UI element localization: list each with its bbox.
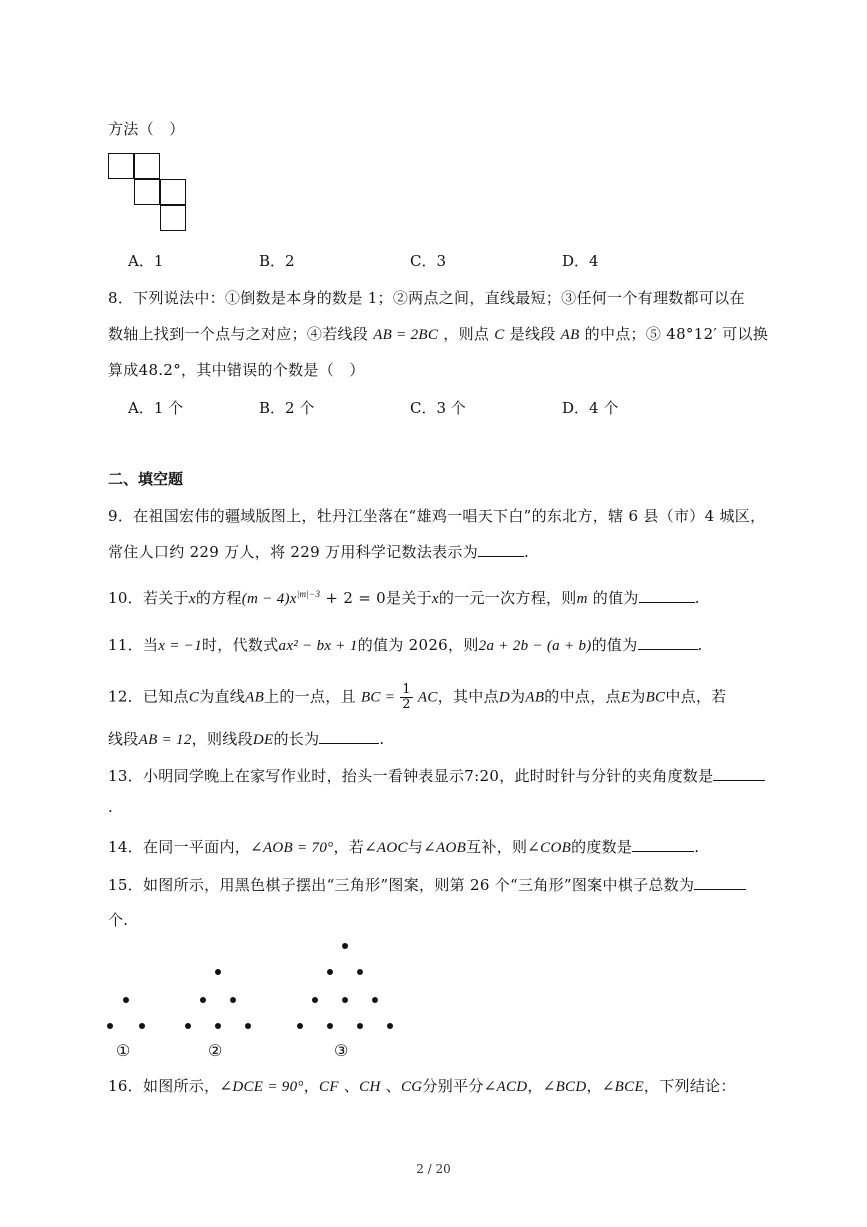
q7-option-a: A．1 <box>128 252 164 270</box>
answer-blank <box>694 875 746 890</box>
question-10: 10．若关于x的方程$(m - 4)x^{|m|-3} + 2 = 0$是关于x的一元一次方程，则m 的值为 . <box>108 589 700 607</box>
q8-option-c: C．3 个 <box>410 399 466 417</box>
pattern-label-1: ① <box>116 1041 131 1060</box>
question-9-line-2: 常住人口约 229 万人，将 229 万用科学记数法表示为 . <box>108 543 530 561</box>
page-number: 2 / 20 <box>416 1162 451 1176</box>
question-8-line-2: 数轴上找到一个点与之对应；④若线段 AB = 2BC ，则点 C 是线段 AB 的中点；⑤ 48°12′ 可以换 <box>108 325 769 343</box>
q7-option-c: C．3 <box>410 252 447 270</box>
answer-blank <box>713 766 765 781</box>
question-15-line-1: 15．如图所示，用黑色棋子摆出“三角形”图案，则第 26 个“三角形”图案中棋子总数为 <box>108 874 746 895</box>
question-13-line-2: . <box>108 798 114 816</box>
fraction-one-half: $\frac{1}{2}$ <box>402 682 411 712</box>
question-14: 14．在同一平面内，∠AOB = 70°，若∠AOC与∠AOB互补，则∠COB的度数是 . <box>108 838 700 856</box>
question-11: 11．当x = −1时，代数式ax² − bx + 1的值为 2026，则2a + 2b − (a + b)的值为 . <box>108 636 703 654</box>
question-8-line-1: 8．下列说法中：①倒数是本身的数是 1；②两点之间，直线最短；③任何一个有理数都可以在 <box>108 289 745 307</box>
answer-blank <box>319 729 379 744</box>
question-13-line-1: 13．小明同学晚上在家写作业时，抬头一看钟表显示7:20，此时时针与分针的夹角度数是 <box>108 765 765 786</box>
q7-option-d: D．4 <box>562 252 599 270</box>
question-8-line-3: 算成48.2°，其中错误的个数是（ ） <box>108 361 365 379</box>
q7-option-b: B．2 <box>259 252 295 270</box>
answer-blank <box>638 635 698 650</box>
question-12-line-2: 线段AB = 12，则线段DE的长为 . <box>108 730 385 748</box>
question-9-line-1: 9．在祖国宏伟的疆域版图上，牡丹江坐落在“雄鸡一唱天下白”的东北方，辖 6 县（市）4 城区， <box>108 507 766 525</box>
question-12-line-1: 12．已知点C为直线AB上的一点，且 BC = $\frac{1}{2}$ AC，其中点D为AB的中点，点E为BC中点，若 <box>108 682 727 712</box>
section-title: 二、填空题 <box>108 470 184 488</box>
pattern-label-2: ② <box>208 1041 223 1060</box>
question-15-line-2: 个. <box>108 911 129 929</box>
question-16: 16．如图所示，∠DCE = 90°，CF 、CH 、CG分别平分∠ACD，∠BCD，∠BCE，下列结论： <box>108 1077 736 1095</box>
answer-blank <box>478 542 524 557</box>
q8-option-d: D．4 个 <box>562 399 619 417</box>
q8-option-a: A．1 个 <box>128 399 184 417</box>
pattern-label-3: ③ <box>334 1041 349 1060</box>
question-7-tail: 方法（ ） <box>108 120 185 138</box>
answer-blank <box>632 837 694 852</box>
q8-option-b: B．2 个 <box>259 399 315 417</box>
answer-blank <box>639 588 695 603</box>
